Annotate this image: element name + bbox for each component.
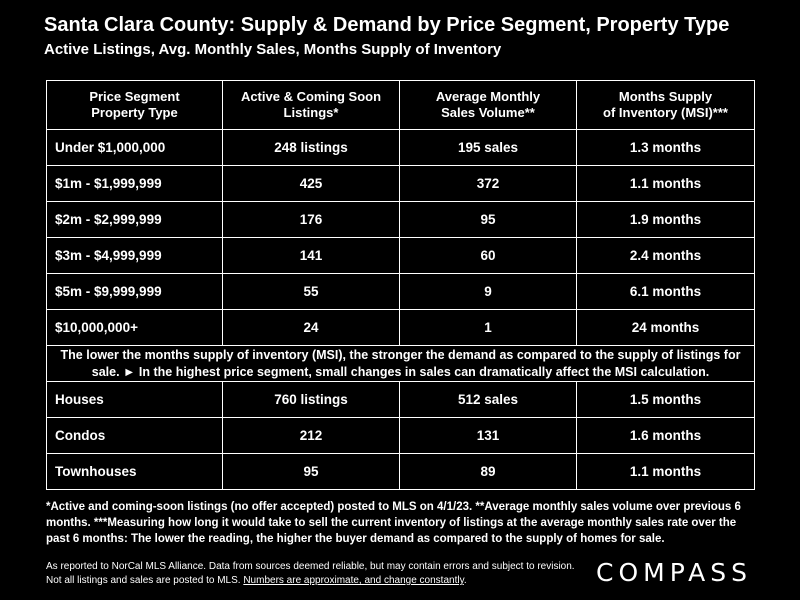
table-row [47,274,755,310]
segment-cell: Houses [47,382,223,418]
msi-cell: 1.6 months [577,418,755,454]
header-segment: Price Segment Property Type [47,81,223,130]
table-row [47,166,755,202]
source-disclaimer [46,560,586,588]
source-text: As reported to NorCal MLS Alliance. Data from sources deemed reliable, but may contain errors and subject to revision. Not all listings and sales are posted to MLS. [46,561,575,586]
sales-cell: 89 [400,454,577,490]
header-sales: Average Monthly Sales Volume** [400,81,577,130]
msi-cell: 2.4 months [577,238,755,274]
msi-cell: 1.5 months [577,382,755,418]
msi-cell: 1.3 months [577,130,755,166]
msi-explanation-note: The lower the months supply of inventory (MSI), the stronger the demand as compared to the supply of listings for sale. ► In the highest price segment, small changes in sales can dramatically affect the MSI calculation. [47,346,755,382]
table-header-row [47,81,755,130]
msi-cell: 1.1 months [577,454,755,490]
msi-cell: 6.1 months [577,274,755,310]
sales-cell: 195 sales [400,130,577,166]
msi-cell: 1.1 months [577,166,755,202]
active-cell: 55 [223,274,400,310]
header-active: Active & Coming Soon Listings* [223,81,400,130]
table-row [47,310,755,346]
page-title: Santa Clara County: Supply & Demand by Price Segment, Property Type [44,14,730,36]
active-cell: 425 [223,166,400,202]
table-row [47,202,755,238]
active-cell: 760 listings [223,382,400,418]
active-cell: 95 [223,454,400,490]
sales-cell: 512 sales [400,382,577,418]
segment-cell: Townhouses [47,454,223,490]
sales-cell: 372 [400,166,577,202]
segment-cell: $1m - $1,999,999 [47,166,223,202]
sales-cell: 1 [400,310,577,346]
active-cell: 248 listings [223,130,400,166]
active-cell: 212 [223,418,400,454]
msi-cell: 1.9 months [577,202,755,238]
segment-cell: $2m - $2,999,999 [47,202,223,238]
sales-cell: 95 [400,202,577,238]
sales-cell: 60 [400,238,577,274]
header-msi: Months Supply of Inventory (MSI)*** [577,81,755,130]
footnote: *Active and coming-soon listings (no offer accepted) posted to MLS on 4/1/23. **Average monthly sales volume over previous 6 months. ***Measuring how long it would take to sell the current inventory of listings at the average monthly sales rate over the past 6 months: The lower the reading, the higher the buyer demand as compared to the supply of homes for sale. [46,501,741,545]
table-row [47,130,755,166]
table-row [47,454,755,490]
segment-cell: $10,000,000+ [47,310,223,346]
segment-cell: Under $1,000,000 [47,130,223,166]
source-end: . [463,575,467,586]
active-cell: 24 [223,310,400,346]
table-row [47,418,755,454]
table-row [47,238,755,274]
table-row [47,382,755,418]
supply-demand-table [46,80,755,490]
active-cell: 176 [223,202,400,238]
page-subtitle: Active Listings, Avg. Monthly Sales, Months Supply of Inventory [44,41,502,58]
compass-logo: COMPASS [596,558,753,587]
source-underlined-text: Numbers are approximate, and change constantly [243,575,464,586]
sales-cell: 9 [400,274,577,310]
sales-cell: 131 [400,418,577,454]
segment-cell: Condos [47,418,223,454]
segment-cell: $5m - $9,999,999 [47,274,223,310]
table-note-row [47,346,755,382]
msi-cell: 24 months [577,310,755,346]
segment-cell: $3m - $4,999,999 [47,238,223,274]
active-cell: 141 [223,238,400,274]
